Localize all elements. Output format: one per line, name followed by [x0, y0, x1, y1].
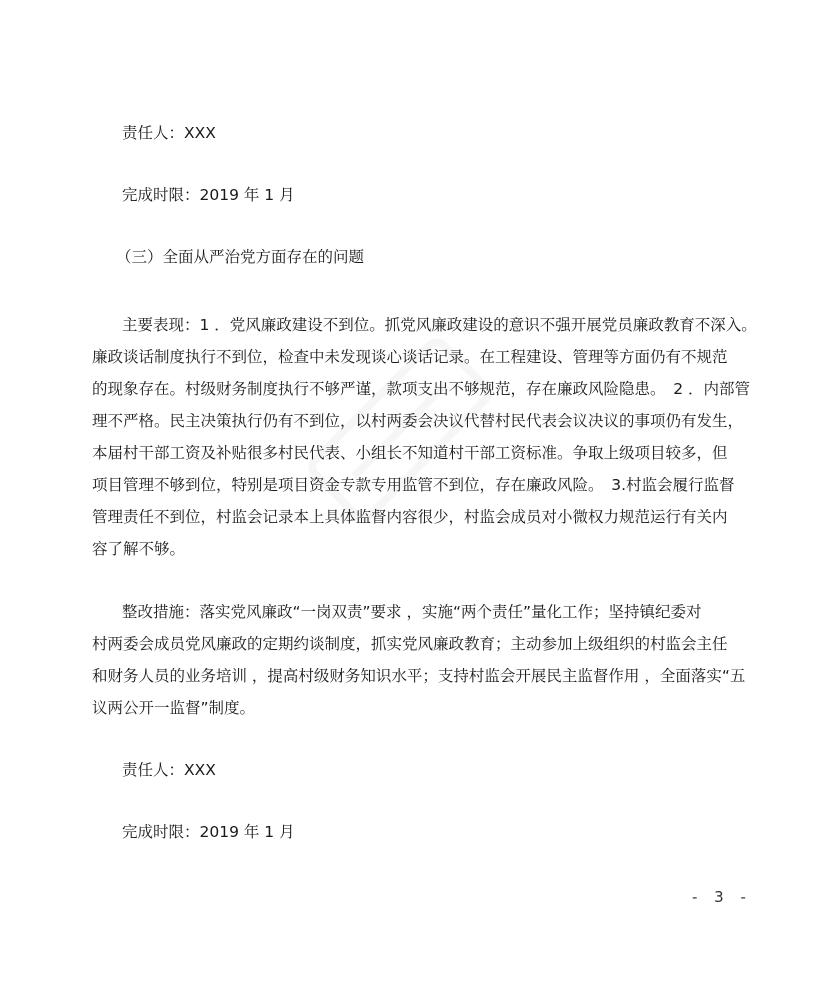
- paragraph-line: 的现象存在。村级财务制度执行不够严谨，款项支出不够规范，存在廉政风险隐患。 2 ．内部管: [92, 380, 751, 398]
- paragraph-line: 议两公开一监督”制度。: [92, 699, 256, 717]
- paragraph-line: 和财务人员的业务培训 ，提高村级财务知识水平；支持村监会开展民主监督作用 ，全面落实“五: [92, 667, 746, 685]
- responsible-person-2: 责任人：XXX: [122, 761, 216, 779]
- section-heading: （三）全面从严治党方面存在的问题: [116, 248, 365, 266]
- paragraph-line: 整改措施：落实党风廉政“一岗双责”要求 ，实施“两个责任”量化工作；坚持镇纪委对: [122, 603, 702, 621]
- paragraph-line: 本届村干部工资及补贴很多村民代表、小组长不知道村干部工资标准。争取上级项目较多，但: [92, 444, 728, 462]
- paragraph-line: 项目管理不够到位，特别是项目资金专款专用监管不到位，存在廉政风险。 3.村监会履行监督: [92, 476, 735, 494]
- deadline-2: 完成时限：2019 年 1 月: [122, 823, 295, 841]
- responsible-person-1: 责任人：XXX: [122, 124, 216, 142]
- paragraph-line: 村两委会成员党风廉政的定期约谈制度，抓实党风廉政教育；主动参加上级组织的村监会主任: [92, 635, 728, 653]
- paragraph-line: 主要表现：1 ．党风廉政建设不到位。抓党风廉政建设的意识不强开展党员廉政教育不深入。: [122, 316, 757, 334]
- page-number: - 3 -: [692, 888, 752, 906]
- deadline-1: 完成时限：2019 年 1 月: [122, 186, 295, 204]
- paragraph-line: 管理责任不到位，村监会记录本上具体监督内容很少，村监会成员对小微权力规范运行有关内: [92, 508, 728, 526]
- paragraph-line: 理不严格。民主决策执行仍有不到位，以村两委会决议代替村民代表会议决议的事项仍有发生，: [92, 412, 744, 430]
- paragraph-line: 容了解不够。: [92, 540, 186, 558]
- paragraph-line: 廉政谈话制度执行不到位，检查中未发现谈心谈话记录。在工程建设、管理等方面仍有不规范: [92, 348, 728, 366]
- rectification-paragraph: [0, 596, 745, 724]
- manifestations-paragraph: [0, 309, 757, 565]
